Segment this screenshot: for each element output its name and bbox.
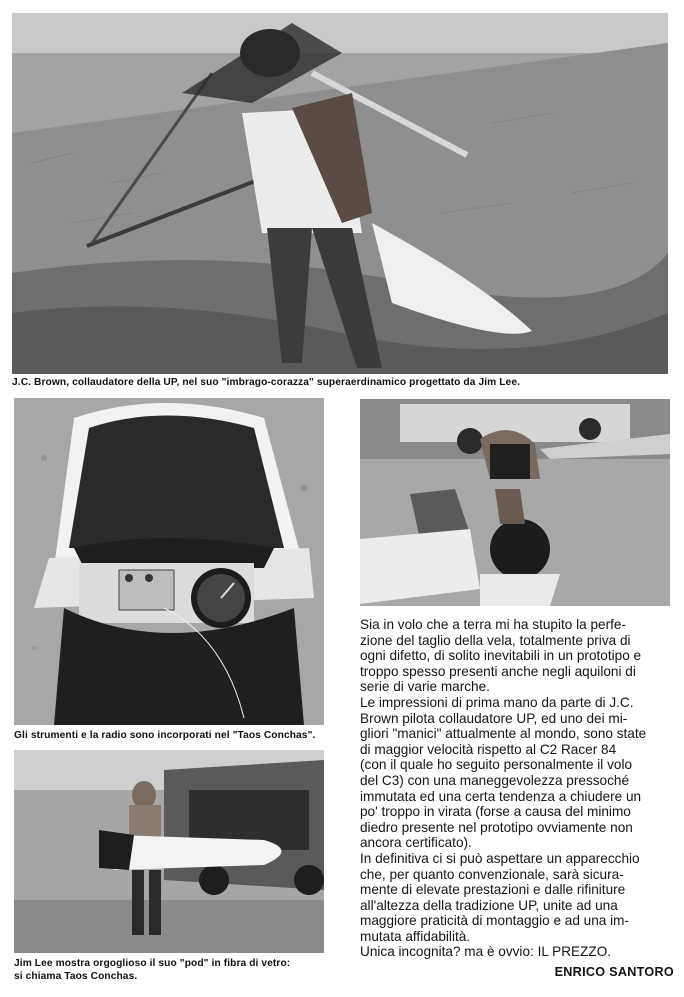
photo-pilot-harness — [12, 13, 668, 374]
article-line: diedro presente nel prototipo ovviamente non — [360, 819, 633, 835]
article-line: Le impressioni di prima mano da parte di J.C. — [360, 694, 634, 710]
article-line: Sia in volo che a terra mi ha stupito la perfe- — [360, 617, 626, 632]
caption-top-photo: J.C. Brown, collaudatore della UP, nel suo "imbrago-corazza" superaerdinamico progettato da Jim Lee. — [12, 377, 521, 388]
article-line: che, per quanto convenzionale, sarà sicura- — [360, 866, 624, 882]
article-line: immutata ed una certa tendenza a chiudere un — [360, 788, 642, 804]
article-line: mente di elevate prestazioni e dalle rifiniture — [360, 882, 626, 898]
article-line: Unica incognita? ma è ovvio: IL PREZZO. — [360, 944, 612, 960]
article-line: troppo spesso presenti anche negli aquiloni di — [360, 663, 636, 679]
article-line: In definitiva ci si può aspettare un apparecchio — [360, 850, 640, 866]
photo-pod-ground-illustration — [360, 399, 670, 606]
caption-bottom-line2: si chiama Taos Conchas. — [14, 971, 138, 982]
article-body — [360, 617, 676, 960]
article-line: ancora certificato). — [360, 835, 472, 851]
caption-instruments: Gli strumenti e la radio sono incorporati nel "Taos Conchas". — [14, 730, 316, 741]
photo-instrument-panel — [14, 398, 324, 725]
article-line: (con il quale ho seguito personalmente il volo — [360, 757, 633, 773]
article-line: ogni difetto, di solito inevitabili in un prototipo e — [360, 648, 642, 664]
photo-instrument-panel-illustration — [14, 398, 324, 725]
article-line: gliori "manici" attualmente al mondo, sono state — [360, 726, 647, 742]
article-line: zione del taglio della vela, totalmente priva di — [360, 632, 631, 648]
article-line: maggiore praticità di montaggio e ad una im- — [360, 913, 630, 929]
article-line: Brown pilota collaudatore UP, ed uno dei mi- — [360, 710, 628, 726]
photo-pilot-harness-illustration — [12, 13, 668, 374]
article-author: ENRICO SANTORO — [554, 965, 674, 979]
article-line: di maggior velocità rispetto al C2 Racer 84 — [360, 741, 617, 757]
article-line: all'altezza della tradizione UP, unite ad una — [360, 897, 618, 913]
photo-pod-ground — [360, 399, 670, 606]
photo-jim-lee-pod-illustration — [14, 750, 324, 953]
article-line: po' troppo in virata (forse a causa del minimo — [360, 804, 631, 820]
article-line: serie di varie marche. — [360, 679, 490, 695]
photo-jim-lee-pod — [14, 750, 324, 953]
article-line: mutata affidabilità. — [360, 928, 471, 944]
article-line: del C3) con una maneggevolezza pressoché — [360, 772, 630, 788]
caption-bottom-line1: Jim Lee mostra orgoglioso il suo "pod" in fibra di vetro: — [14, 958, 291, 969]
